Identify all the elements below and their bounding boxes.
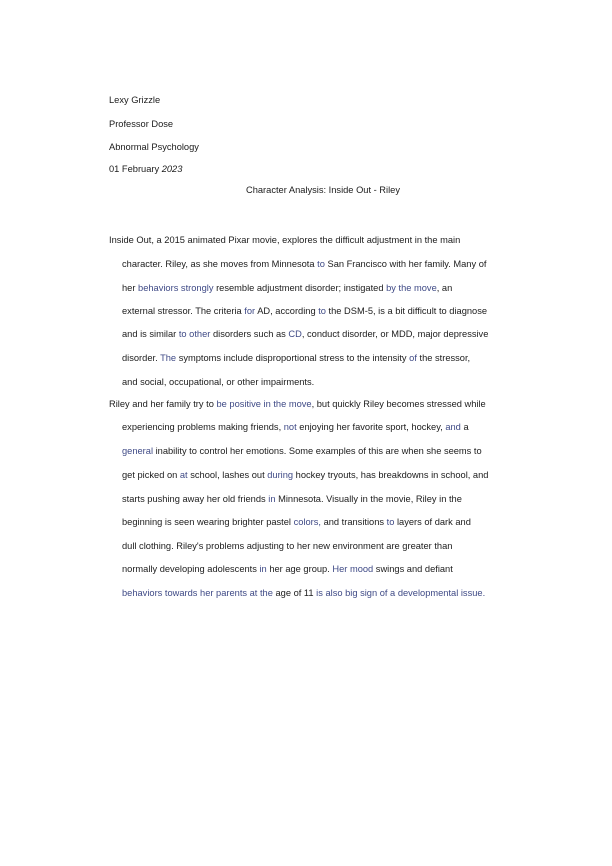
p1-line-2: character. Riley, as she moves from Minnesota to San Francisco with her family. Many of [122, 259, 487, 269]
p1-line-3: her behaviors strongly resemble adjustment disorder; instigated by the move, an [122, 283, 453, 293]
p2-line-6: beginning is seen wearing brighter pastel colors, and transitions to layers of dark and [122, 517, 471, 527]
p1-line-1: Inside Out, a 2015 animated Pixar movie, explores the difficult adjustment in the main [109, 235, 461, 245]
p2-line-5: starts pushing away her old friends in Minnesota. Visually in the movie, Riley in the [122, 494, 462, 504]
date-day-month: 01 February [109, 164, 162, 174]
p2-line-7: dull clothing. Riley's problems adjusting to her new environment are greater than [122, 541, 453, 551]
p2-line-8: normally developing adolescents in her age group. Her mood swings and defiant [122, 564, 453, 574]
p2-line-1: Riley and her family try to be positive in the move, but quickly Riley becomes stressed while [109, 399, 486, 409]
essay-title: Character Analysis: Inside Out - Riley [246, 185, 400, 195]
p1-line-6: disorder. The symptoms include disproportional stress to the intensity of the stressor, [122, 353, 471, 363]
course-name: Abnormal Psychology [109, 142, 199, 152]
p1-line-7: and social, occupational, or other impairments. [122, 377, 315, 387]
p2-line-3: general inability to control her emotions. Some examples of this are when she seems to [122, 446, 482, 456]
date-line [109, 163, 182, 175]
p2-line-9: behaviors towards her parents at the age of 11 is also big sign of a developmental issue. [122, 588, 486, 598]
date-year: 2023 [161, 164, 183, 174]
p2-line-2: experiencing problems making friends, not enjoying her favorite sport, hockey, and a [122, 422, 469, 432]
p1-line-5: and is similar to other disorders such as CD, conduct disorder, or MDD, major depressive [122, 329, 489, 339]
professor-name: Professor Dose [109, 119, 174, 129]
p2-line-4: get picked on at school, lashes out during hockey tryouts, has breakdowns in school, and [122, 470, 489, 480]
p1-line-4: external stressor. The criteria for AD, according to the DSM-5, is a bit difficult to diagnose [122, 306, 488, 316]
author-name: Lexy Grizzle [109, 95, 161, 105]
